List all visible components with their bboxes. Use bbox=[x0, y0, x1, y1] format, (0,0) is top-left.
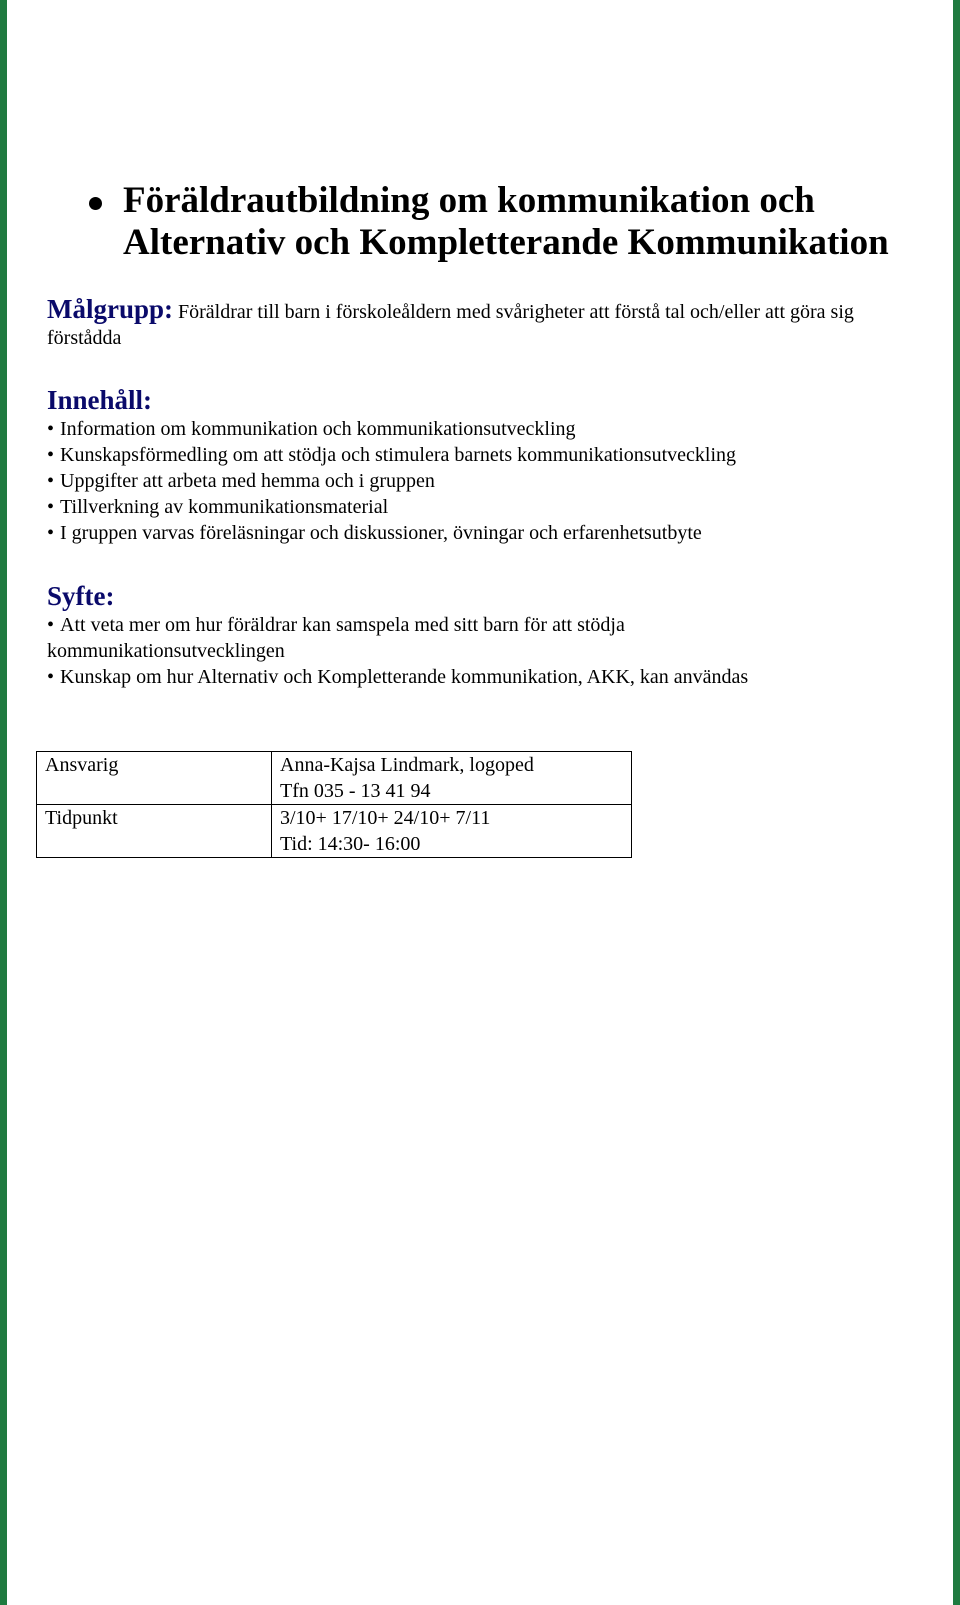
bullet-icon: • bbox=[47, 666, 55, 688]
innehall-item: • I gruppen varvas föreläsningar och diskussioner, övningar och erfarenhetsutbyte bbox=[47, 522, 702, 544]
table-value-cell bbox=[272, 752, 632, 805]
ansvarig-phone: Tfn 035 - 13 41 94 bbox=[280, 780, 431, 802]
innehall-heading: Innehåll: bbox=[47, 385, 153, 415]
table-label-cell: Ansvarig bbox=[37, 752, 272, 805]
table-row bbox=[37, 805, 632, 858]
innehall-item: • Tillverkning av kommunikationsmaterial bbox=[47, 496, 389, 518]
syfte-item: • Att veta mer om hur föräldrar kan samspela med sitt barn för att stödja kommunikationsutvecklingen bbox=[47, 614, 625, 662]
malgrupp-heading: Målgrupp: bbox=[47, 294, 174, 324]
bullet-icon: • bbox=[47, 614, 55, 636]
title-line-1: Föräldrautbildning om kommunikation och bbox=[123, 180, 815, 221]
tidpunkt-dates: 3/10+ 17/10+ 24/10+ 7/11 bbox=[280, 807, 491, 829]
table-row bbox=[37, 752, 632, 805]
bullet-icon: • bbox=[47, 470, 55, 492]
bullet-icon: • bbox=[47, 418, 55, 440]
ansvarig-name: Anna-Kajsa Lindmark, logoped bbox=[280, 754, 534, 776]
bullet-icon: • bbox=[47, 522, 55, 544]
innehall-item: • Kunskapsförmedling om att stödja och stimulera barnets kommunikationsutveckling bbox=[47, 444, 737, 466]
tidpunkt-time: Tid: 14:30- 16:00 bbox=[280, 833, 421, 855]
syfte-heading: Syfte: bbox=[47, 581, 115, 611]
syfte-item: • Kunskap om hur Alternativ och Kompletterande kommunikation, AKK, kan användas bbox=[47, 666, 749, 688]
malgrupp-text: Föräldrar till barn i förskoleåldern med svårigheter att förstå tal och/eller att göra sig förstådda bbox=[47, 301, 854, 349]
malgrupp-section bbox=[47, 296, 927, 351]
title-line-2: Alternativ och Kompletterande Kommunikation bbox=[123, 222, 889, 263]
table-label-cell: Tidpunkt bbox=[37, 805, 272, 858]
innehall-item: • Information om kommunikation och kommunikationsutveckling bbox=[47, 418, 576, 440]
bullet-icon: • bbox=[47, 496, 55, 518]
table-value-cell bbox=[272, 805, 632, 858]
document-page bbox=[7, 0, 953, 1605]
syfte-section bbox=[47, 580, 747, 690]
innehall-item: • Uppgifter att arbeta med hemma och i gruppen bbox=[47, 470, 435, 492]
right-border bbox=[953, 0, 960, 1605]
title-bullet-icon bbox=[89, 197, 102, 210]
info-table bbox=[36, 751, 632, 858]
left-border bbox=[0, 0, 7, 1605]
bullet-icon: • bbox=[47, 444, 55, 466]
title-text bbox=[123, 180, 923, 264]
innehall-section bbox=[47, 384, 927, 546]
